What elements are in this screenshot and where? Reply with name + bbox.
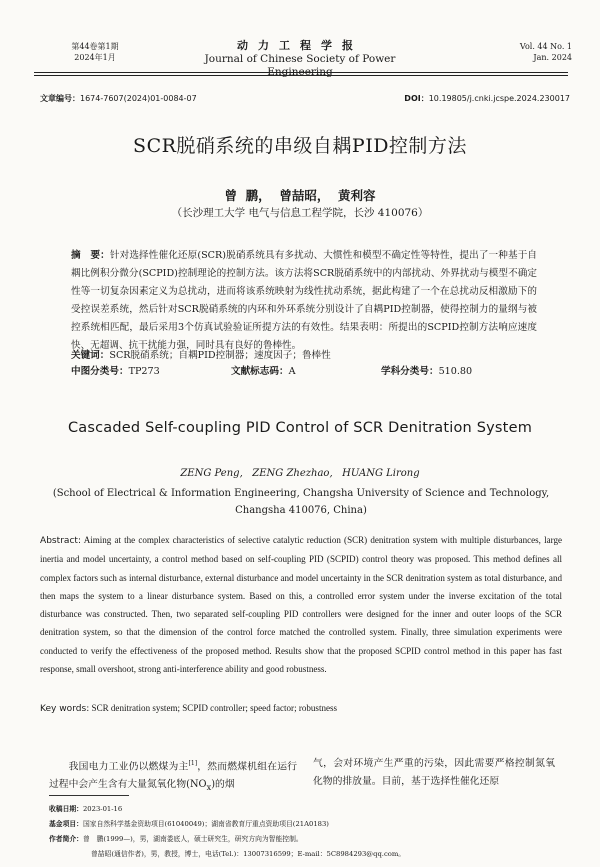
volume-issue-en: Vol. 44 No. 1 bbox=[519, 42, 572, 51]
keywords-en-text: SCR denitration system; SCPID controller; speed factor; robustness bbox=[91, 703, 338, 713]
date-en: Jan. 2024 bbox=[533, 53, 572, 62]
doi-value: 10.19805/j.cnki.jcspe.2024.230017 bbox=[428, 94, 570, 103]
date-cn: 2024年1月 bbox=[74, 53, 116, 62]
abstract-cn-text: 针对选择性催化还原(SCR)脱硝系统具有多扰动、大惯性和模型不确定性等特性，提出了一种基于自耦比例积分微分(SCPID)控制理论的控制方法。该方法将SCR脱硝系统中的内部扰动、外界扰动与模型不确定性等一切复杂因素定义为总扰动，进而将该系统映射为线性扰动系统，据此构建了一个在总扰动反相激励下的受控误差系统，然后针对SCR脱硝系统的内环和外环系统分别设计了自耦PID控制器，使得控制力的量纲与被控系统相匹配，最后采用3个仿真试验验证所提方法的有效性。结果表明：所提出的SCPID控制方法响应速度快、无超调、抗干扰能力强，同时具有良好的鲁棒性。 bbox=[71, 250, 538, 351]
journal-name-en: Journal of Chinese Society of Power Engineering bbox=[204, 53, 396, 78]
doi bbox=[372, 93, 570, 104]
footnote-author: 作者简介：曾 鹏(1999—)，男，湖南娄底人，硕士研究生，研究方向为智能控制。 bbox=[49, 835, 303, 843]
article-number-label: 文章编号： bbox=[40, 94, 80, 103]
keywords-cn-text: SCR脱硝系统；自耦PID控制器；速度因子；鲁棒性 bbox=[109, 350, 331, 361]
keywords-en bbox=[40, 703, 562, 714]
header-volume-cn bbox=[40, 41, 150, 63]
doi-label: DOI： bbox=[404, 94, 429, 103]
footnote-fund: 基金项目：国家自然科学基金资助项目(61040049)；湖南省教育厅重点资助项目(21A0183) bbox=[49, 820, 329, 828]
abstract-cn-label: 摘 要： bbox=[71, 250, 110, 261]
affiliation-cn: （长沙理工大学 电气与信息工程学院，长沙 410076） bbox=[171, 207, 429, 219]
subject-code: 学科分类号：510.80 bbox=[381, 366, 473, 377]
keywords-cn bbox=[71, 348, 541, 364]
body-column-left: 我国电力工业仍以燃煤为主[1]，然而燃煤机组在运行过程中会产生含有大量氮氧化物$(NO_x)$的烟 bbox=[49, 760, 298, 793]
authors-en: ZENG Peng, ZENG Zhezhao, HUANG Lirong bbox=[180, 468, 420, 479]
abstract-en-label: Abstract: bbox=[40, 536, 82, 546]
footnote-rule bbox=[49, 795, 129, 796]
title-en: Cascaded Self-coupling PID Control of SCR Denitration System bbox=[67, 420, 533, 436]
header-rule-thin bbox=[34, 75, 568, 76]
title-cn: SCR脱硝系统的串级自耦PID控制方法 bbox=[133, 135, 467, 157]
citation-ref: [1] bbox=[188, 760, 198, 767]
abstract-cn bbox=[71, 247, 537, 355]
abstract-en-text: Aiming at the complex characteristics of selective catalytic reduction (SCR) denitration system with multiple disturbances, large inertia and model uncertainty, a control method based on self-coupling PID (SCPID) control theory was proposed. This method defines all complex factors such as internal disturbance, external disturbance and model uncertainty in the SCR denitration system as total disturbance, and then maps the system to a linear disturbance system. Based on this, a controlled error system under the inverse excitation of the total disturbance was constructed. Then, two separated self-coupling PID controllers were designed for the inner and outer loops of the SCR denitration system, so that the dimension of the control force matched the controlled system. Finally, three simulation experiments were conducted to verify the effectiveness of the proposed method. Results show that the proposed SCPID control method in this paper has fast response, small overshoot, strong anti-interference ability and good robustness. bbox=[40, 535, 562, 675]
authors-cn: 曾 鹏， 曾喆昭， 黄利容 bbox=[224, 188, 376, 203]
document-code: 文献标志码：A bbox=[231, 366, 296, 377]
header-volume-en bbox=[492, 41, 572, 63]
clc-code: 中图分类号：TP273 bbox=[71, 366, 160, 377]
keywords-en-label: Key words: bbox=[40, 704, 90, 714]
abstract-en bbox=[40, 531, 562, 678]
article-number bbox=[40, 93, 197, 104]
footnote-corresponding: 曾喆昭(通信作者)，男，教授，博士，电话(Tel.)：13007316599；E-mail：5C8984293@qq.com。 bbox=[91, 850, 406, 858]
volume-issue-cn: 第44卷第1期 bbox=[71, 42, 119, 51]
body-column-right: 气，会对环境产生严重的污染，因此需要严格控制氮氧化物的排放量。目前，基于选择性催化还原 bbox=[313, 758, 555, 787]
keywords-cn-label: 关键词： bbox=[71, 350, 110, 361]
classification-line bbox=[71, 364, 541, 380]
header-rule-thick bbox=[34, 72, 568, 73]
journal-name-cn: 动力工程学报 bbox=[237, 39, 363, 52]
header-journal bbox=[180, 39, 420, 79]
article-number-value: 1674-7607(2024)01-0084-07 bbox=[80, 94, 197, 103]
affiliation-en: (School of Electrical & Information Engineering, Changsha University of Science and Technology, Changsha 410076, China) bbox=[52, 488, 550, 516]
footnote-received: 收稿日期：2023-01-16 bbox=[49, 805, 123, 813]
